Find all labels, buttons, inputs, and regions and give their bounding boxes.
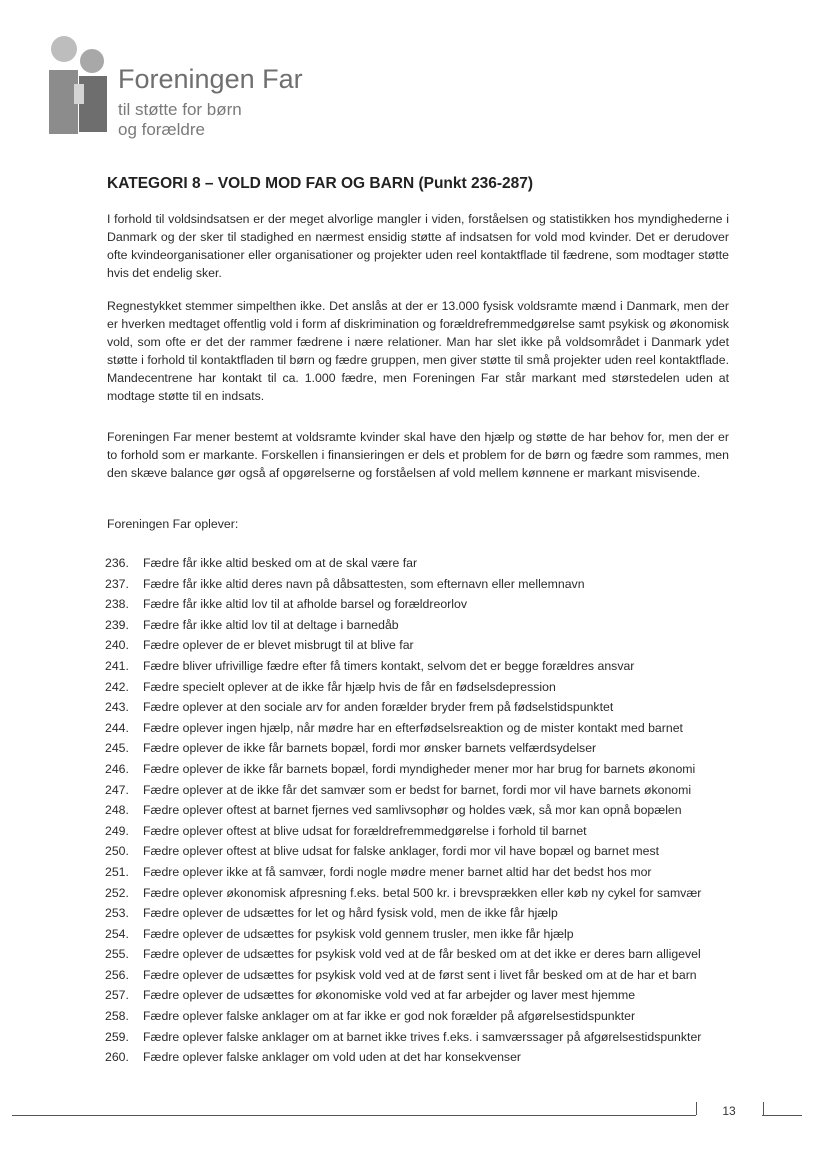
item-text: Fædre oplever at den sociale arv for anden forælder bryder frem på fødselstidspunktet	[143, 700, 614, 715]
list-item	[105, 635, 755, 656]
list-item	[105, 615, 755, 636]
item-number: 255.	[105, 947, 129, 962]
item-text: Fædre får ikke altid deres navn på dåbsattesten, som efternavn eller mellemnavn	[143, 576, 585, 591]
item-text: Fædre oplever at de ikke får det samvær som er bedst for barnet, fordi mor vil have barnets økonomi	[143, 782, 692, 797]
list-item	[105, 1027, 755, 1048]
list-item	[105, 862, 755, 883]
item-number: 238.	[105, 597, 129, 612]
list-item	[105, 1006, 755, 1027]
item-text: Fædre oplever oftest at barnet fjernes ved samlivsophør og holdes væk, så mor kan opnå bopælen	[143, 803, 682, 818]
page-number: 13	[722, 1104, 736, 1118]
item-text: Fædre får ikke altid besked om at de skal være far	[143, 556, 418, 570]
list-item	[105, 697, 755, 718]
paragraph-3: Foreningen Far mener bestemt at voldsramte kvinder skal have den hjælp og støtte de har behov for, men der er to forhold som er markante. Forskellen i finansieringen er dels et problem for de børn og fædre som rammes, men den skæve balance gør også af opgørelserne og forståelsen af vold mellem kønnene er markant misvisende.	[107, 430, 729, 480]
list-item	[105, 821, 755, 842]
item-text: Fædre oplever de udsættes for let og hård fysisk vold, men de ikke får hjælp	[143, 906, 558, 921]
list-item	[105, 553, 755, 574]
item-text: Fædre oplever de ikke får barnets bopæl, fordi mor ønsker barnets velfærdsydelser	[143, 741, 597, 756]
list-item	[105, 780, 755, 801]
item-text: Fædre oplever de er blevet misbrugt til at blive far	[143, 638, 414, 653]
item-number: 245.	[105, 741, 129, 756]
brand-tagline-line-2: og forældre	[118, 120, 205, 139]
footer-rule-left	[12, 1115, 696, 1116]
item-number: 241.	[105, 658, 129, 673]
numbered-list	[105, 553, 755, 1068]
item-number: 240.	[105, 638, 129, 653]
item-number: 239.	[105, 617, 129, 632]
item-text: Fædre oplever falske anklager om vold uden at det har konsekvenser	[143, 1050, 521, 1065]
item-number: 249.	[105, 823, 129, 838]
item-text: Fædre oplever falske anklager om at far ikke er god nok forælder på afgørelsestidspunkter	[143, 1009, 636, 1024]
item-number: 244.	[105, 720, 129, 735]
item-number: 247.	[105, 782, 129, 797]
list-item	[105, 903, 755, 924]
list-item	[105, 944, 755, 965]
item-number: 254.	[105, 926, 129, 941]
list-item	[105, 924, 755, 945]
item-text: Fædre oplever de udsættes for økonomiske vold ved at far arbejder og laver mest hjemme	[143, 988, 636, 1003]
item-number: 246.	[105, 761, 129, 776]
list-item	[105, 738, 755, 759]
item-text: Fædre får ikke altid lov til at afholde barsel og forældreorlov	[143, 597, 467, 612]
brand-tagline-line-1: til støtte for børn	[118, 100, 242, 119]
list-item	[105, 841, 755, 862]
item-text: Fædre får ikke altid lov til at deltage i barnedåb	[143, 617, 399, 632]
item-number: 253.	[105, 906, 129, 921]
list-item	[105, 574, 755, 595]
item-text: Fædre oplever ingen hjælp, når mødre har en efterfødselsreaktion og de mister kontakt med barnet	[143, 720, 683, 735]
item-text: Fædre oplever falske anklager om at barnet ikke trives f.eks. i samværssager på afgørelsestidspunkter	[143, 1029, 702, 1044]
item-number: 252.	[105, 885, 129, 900]
list-intro: Foreningen Far oplever:	[107, 517, 239, 531]
list-item	[105, 965, 755, 986]
item-text: Fædre oplever økonomisk afpresning f.eks. betal 500 kr. i brevsprækken eller køb ny cykel for samvær	[143, 885, 702, 900]
item-text: Fædre oplever oftest at blive udsat for falske anklager, fordi mor vil have bopæl og barnet mest	[143, 844, 660, 859]
list-item	[105, 1047, 755, 1068]
paragraph-1: I forhold til voldsindsatsen er der meget alvorlige mangler i viden, forståelsen og statistikken hos myndighederne i Danmark og der sker til stadighed en nærmest ensidig støtte af indsatsen for vold mod kvinder. Det er derudover ofte kvindeorganisationer eller organisationer og projekter uden reel kontaktflade til fædrene, som modtager støtte hvis det endelig sker.	[107, 212, 729, 280]
item-text: Fædre oplever de udsættes for psykisk vold ved at de får besked om at det ikke er deres barn alligevel	[143, 947, 701, 962]
item-number: 243.	[105, 700, 129, 715]
item-number: 237.	[105, 576, 129, 591]
item-text: Fædre oplever de udsættes for psykisk vold ved at de først sent i livet får besked om at de har et barn	[143, 967, 697, 982]
list-item	[105, 985, 755, 1006]
list-item	[105, 718, 755, 739]
item-number: 260.	[105, 1050, 129, 1065]
item-text: Fædre oplever oftest at blive udsat for forældrefremmedgørelse i forhold til barnet	[143, 823, 587, 838]
item-number: 257.	[105, 988, 129, 1003]
two-person-logo-icon	[46, 34, 116, 134]
item-number: 248.	[105, 803, 129, 818]
item-text: Fædre specielt oplever at de ikke får hjælp hvis de får en fødselsdepression	[143, 679, 556, 694]
list-item	[105, 759, 755, 780]
paragraph-2: Regnestykket stemmer simpelthen ikke. Det anslås at der er 13.000 fysisk voldsramte mænd i Danmark, men der er hverken medtaget offentlig vold i form af diskrimination og forældrefremmedgørelse samt psykisk og økonomisk vold, som ofte er det der rammer fædrene i nære relationer. Man har slet ikke på voldsområdet i Danmark ydet støtte i forhold til kontaktfladen til børn og fædre gruppen, men giver støtte til små projekter uden reel kontaktflade. Mandecentrene har kontakt til ca. 1.000 fædre, men Foreningen Far står markant med størstedelen uden at modtage støtte til en indsats.	[107, 299, 729, 403]
list-item	[105, 677, 755, 698]
item-number: 236.	[105, 556, 129, 570]
brand-name: Foreningen Far	[118, 64, 303, 94]
item-text: Fædre bliver ufrivillige fædre efter få timers kontakt, selvom det er begge forældres ansvar	[143, 658, 635, 673]
list-item	[105, 594, 755, 615]
footer-rule-right	[762, 1115, 802, 1116]
brand-logo	[46, 34, 306, 144]
list-item	[105, 883, 755, 904]
item-text: Fædre oplever de udsættes for psykisk vold gennem trusler, men ikke får hjælp	[143, 926, 574, 941]
section-heading: KATEGORI 8 – VOLD MOD FAR OG BARN (Punkt 236-287)	[107, 175, 534, 192]
item-number: 242.	[105, 679, 129, 694]
item-number: 258.	[105, 1009, 129, 1024]
item-number: 250.	[105, 844, 129, 859]
item-text: Fædre oplever de ikke får barnets bopæl, fordi myndigheder mener mor har brug for barnets økonomi	[143, 761, 696, 776]
item-number: 251.	[105, 864, 129, 879]
item-number: 259.	[105, 1029, 129, 1044]
item-text: Fædre oplever ikke at få samvær, fordi nogle mødre mener barnet altid har det bedst hos mor	[143, 864, 652, 879]
list-item	[105, 656, 755, 677]
list-item	[105, 800, 755, 821]
item-number: 256.	[105, 967, 129, 982]
